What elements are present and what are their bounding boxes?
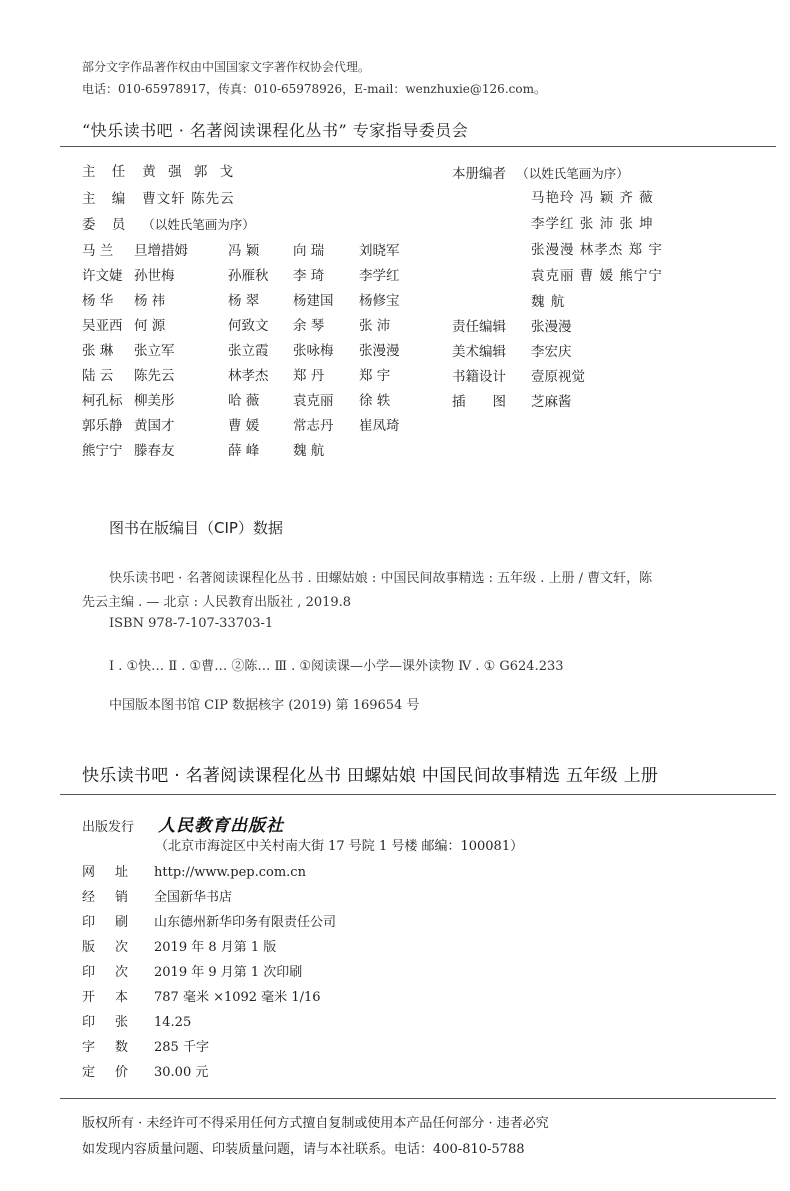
member-row (82, 414, 442, 434)
credit-row (452, 390, 572, 410)
director-row (82, 160, 237, 180)
publication-detail-row (82, 936, 276, 955)
credit-label: 美术编辑 (452, 344, 506, 360)
member-row (82, 364, 442, 384)
publication-detail-value: 山东德州新华印务有限责任公司 (154, 915, 337, 930)
member-name: 张 沛 (359, 318, 391, 334)
copyright-agency-note: 部分文字作品著作权由中国国家文字著作权协会代理。 (82, 60, 371, 74)
cip-desc-line2: 先云主编 . — 北京 : 人民教育出版社 , 2019.8 (82, 595, 352, 610)
cip-core-data: 中国版本图书馆 CIP 数据核字 (2019) 第 169654 号 (109, 698, 420, 713)
member-row (82, 439, 442, 459)
publisher-row (82, 811, 284, 836)
credit-value: 壹原视觉 (531, 369, 585, 385)
credit-row (452, 340, 572, 360)
member-name: 常志丹 (293, 418, 334, 434)
publication-detail-value: 30.00 元 (154, 1065, 209, 1080)
member-name: 刘晓军 (359, 243, 400, 259)
member-row (82, 389, 442, 409)
cip-isbn: ISBN 978-7-107-33703-1 (109, 616, 274, 631)
member-name: 哈 薇 (228, 393, 260, 409)
publication-detail-label: 经销 (82, 890, 149, 905)
credit-label: 书籍设计 (452, 369, 506, 385)
editor-row (82, 187, 235, 207)
member-name: 何致文 (228, 318, 269, 334)
rights-notice: 版权所有 · 未经许可不得采用任何方式擅自复制或使用本产品任何部分 · 违者必究 (82, 1116, 549, 1131)
publication-detail-row (82, 1061, 208, 1080)
member-row (82, 339, 442, 359)
member-name: 旦增措姆 (134, 243, 188, 259)
publication-detail-label: 定价 (82, 1065, 149, 1080)
volume-editors-header (452, 162, 629, 182)
member-name: 何 源 (134, 318, 166, 334)
member-name: 熊宁宁 (82, 443, 123, 459)
divider-middle (60, 794, 776, 795)
director-label: 主 任 (82, 164, 132, 180)
member-name: 林孝杰 (228, 368, 269, 384)
credit-value: 芝麻酱 (531, 394, 572, 410)
member-name: 杨修宝 (359, 293, 400, 309)
member-name: 柳美彤 (134, 393, 175, 409)
member-name: 杨 祎 (134, 293, 166, 309)
publication-detail-row (82, 886, 232, 905)
publication-detail-row (82, 986, 321, 1005)
member-name: 徐 轶 (359, 393, 391, 409)
publication-detail-row (82, 961, 302, 980)
member-name: 郑 宇 (359, 368, 391, 384)
publication-detail-label: 印刷 (82, 915, 149, 930)
member-name: 杨建国 (293, 293, 334, 309)
member-name: 李 琦 (293, 268, 325, 284)
divider-bottom (60, 1098, 776, 1099)
member-name: 孙世梅 (134, 268, 175, 284)
member-name: 张咏梅 (293, 343, 334, 359)
publication-detail-value: http://www.pep.com.cn (154, 865, 306, 880)
editor-label: 主 编 (82, 191, 132, 207)
member-name: 滕春友 (134, 443, 175, 459)
volume-editor-row: 袁克丽 曹 媛 熊宁宁 (531, 268, 663, 284)
publication-detail-value: 2019 年 9 月第 1 次印刷 (154, 965, 303, 980)
quality-contact: 如发现内容质量问题、印装质量问题，请与本社联系。电话：400-810-5788 (82, 1142, 525, 1157)
divider-top (60, 146, 776, 147)
volume-editors-label: 本册编者 (452, 166, 506, 182)
credit-label: 插 图 (452, 394, 506, 410)
publication-detail-row (82, 1011, 191, 1030)
publication-detail-label: 开本 (82, 990, 149, 1005)
publication-detail-row (82, 861, 306, 880)
publication-detail-label: 印张 (82, 1015, 149, 1030)
member-name: 杨 翠 (228, 293, 260, 309)
publication-detail-label: 印次 (82, 965, 149, 980)
publisher-label: 出版发行 (82, 820, 135, 835)
member-name: 薛 峰 (228, 443, 260, 459)
cip-classification: Ⅰ . ①快… Ⅱ . ①曹… ②陈… Ⅲ . ①阅读课—小学—课外读物 Ⅳ . ① G624.233 (109, 659, 564, 674)
volume-editor-row: 张漫漫 林孝杰 郑 宇 (531, 242, 663, 258)
volume-editor-row: 魏 航 (531, 294, 566, 310)
publication-detail-label: 网址 (82, 865, 149, 880)
member-name: 陆 云 (82, 368, 114, 384)
book-title: 快乐读书吧 · 名著阅读课程化丛书 田螺姑娘 中国民间故事精选 五年级 上册 (82, 766, 659, 786)
member-name: 余 琴 (293, 318, 325, 334)
member-name: 张漫漫 (359, 343, 400, 359)
member-row (82, 289, 442, 309)
publisher-address: （北京市海淀区中关村南大街 17 号院 1 号楼 邮编：100081） (155, 839, 524, 854)
member-name: 李学红 (359, 268, 400, 284)
members-note: （以姓氏笔画为序） (142, 217, 255, 232)
publication-detail-value: 全国新华书店 (154, 890, 233, 905)
members-label: 委 员 (82, 217, 132, 233)
credit-row (452, 315, 572, 335)
editor-names: 曹文轩 陈先云 (142, 191, 235, 207)
cip-heading: 图书在版编目（CIP）数据 (109, 519, 283, 537)
members-row (82, 213, 255, 233)
publication-detail-value: 787 毫米 ×1092 毫米 1/16 (154, 990, 321, 1005)
member-row (82, 314, 442, 334)
publication-detail-label: 版次 (82, 940, 149, 955)
volume-editor-row: 马艳玲 冯 颖 齐 薇 (531, 190, 654, 206)
member-name: 崔凤琦 (359, 418, 400, 434)
member-name: 吴亚西 (82, 318, 123, 334)
volume-editor-row: 李学红 张 沛 张 坤 (531, 216, 654, 232)
member-name: 孙雁秋 (228, 268, 269, 284)
committee-title: “快乐读书吧 · 名著阅读课程化丛书” 专家指导委员会 (82, 121, 469, 140)
member-name: 柯孔标 (82, 393, 123, 409)
publication-detail-value: 2019 年 8 月第 1 版 (154, 940, 277, 955)
member-name: 曹 媛 (228, 418, 260, 434)
publication-detail-value: 14.25 (154, 1015, 192, 1030)
publication-detail-value: 285 千字 (154, 1040, 209, 1055)
publication-detail-label: 字数 (82, 1040, 149, 1055)
volume-editors-note: （以姓氏笔画为序） (516, 166, 629, 181)
credit-row (452, 365, 585, 385)
contact-line: 电话：010-65978917，传真：010-65978926，E-mail：wenzhuxie@126.com。 (82, 82, 546, 96)
member-name: 黄国才 (134, 418, 175, 434)
member-name: 张立军 (134, 343, 175, 359)
member-name: 郭乐静 (82, 418, 123, 434)
director-names: 黄 强 郭 戈 (142, 164, 238, 180)
member-name: 郑 丹 (293, 368, 325, 384)
credit-label: 责任编辑 (452, 319, 506, 335)
member-name: 杨 华 (82, 293, 114, 309)
publication-detail-row (82, 911, 336, 930)
member-row (82, 264, 442, 284)
credit-value: 张漫漫 (531, 319, 572, 335)
publisher-logo: 人民教育出版社 (158, 816, 285, 836)
member-name: 向 瑞 (293, 243, 325, 259)
member-name: 冯 颖 (228, 243, 260, 259)
member-name: 张 琳 (82, 343, 114, 359)
member-row (82, 239, 442, 259)
member-name: 魏 航 (293, 443, 325, 459)
credit-value: 李宏庆 (531, 344, 572, 360)
member-name: 马 兰 (82, 243, 114, 259)
publication-detail-row (82, 1036, 209, 1055)
member-name: 张立霞 (228, 343, 269, 359)
member-name: 袁克丽 (293, 393, 334, 409)
member-name: 陈先云 (134, 368, 175, 384)
member-name: 许文婕 (82, 268, 123, 284)
cip-desc-line1: 快乐读书吧 · 名著阅读课程化丛书 . 田螺姑娘 : 中国民间故事精选 : 五年级 . 上册 / 曹文轩，陈 (109, 571, 653, 586)
